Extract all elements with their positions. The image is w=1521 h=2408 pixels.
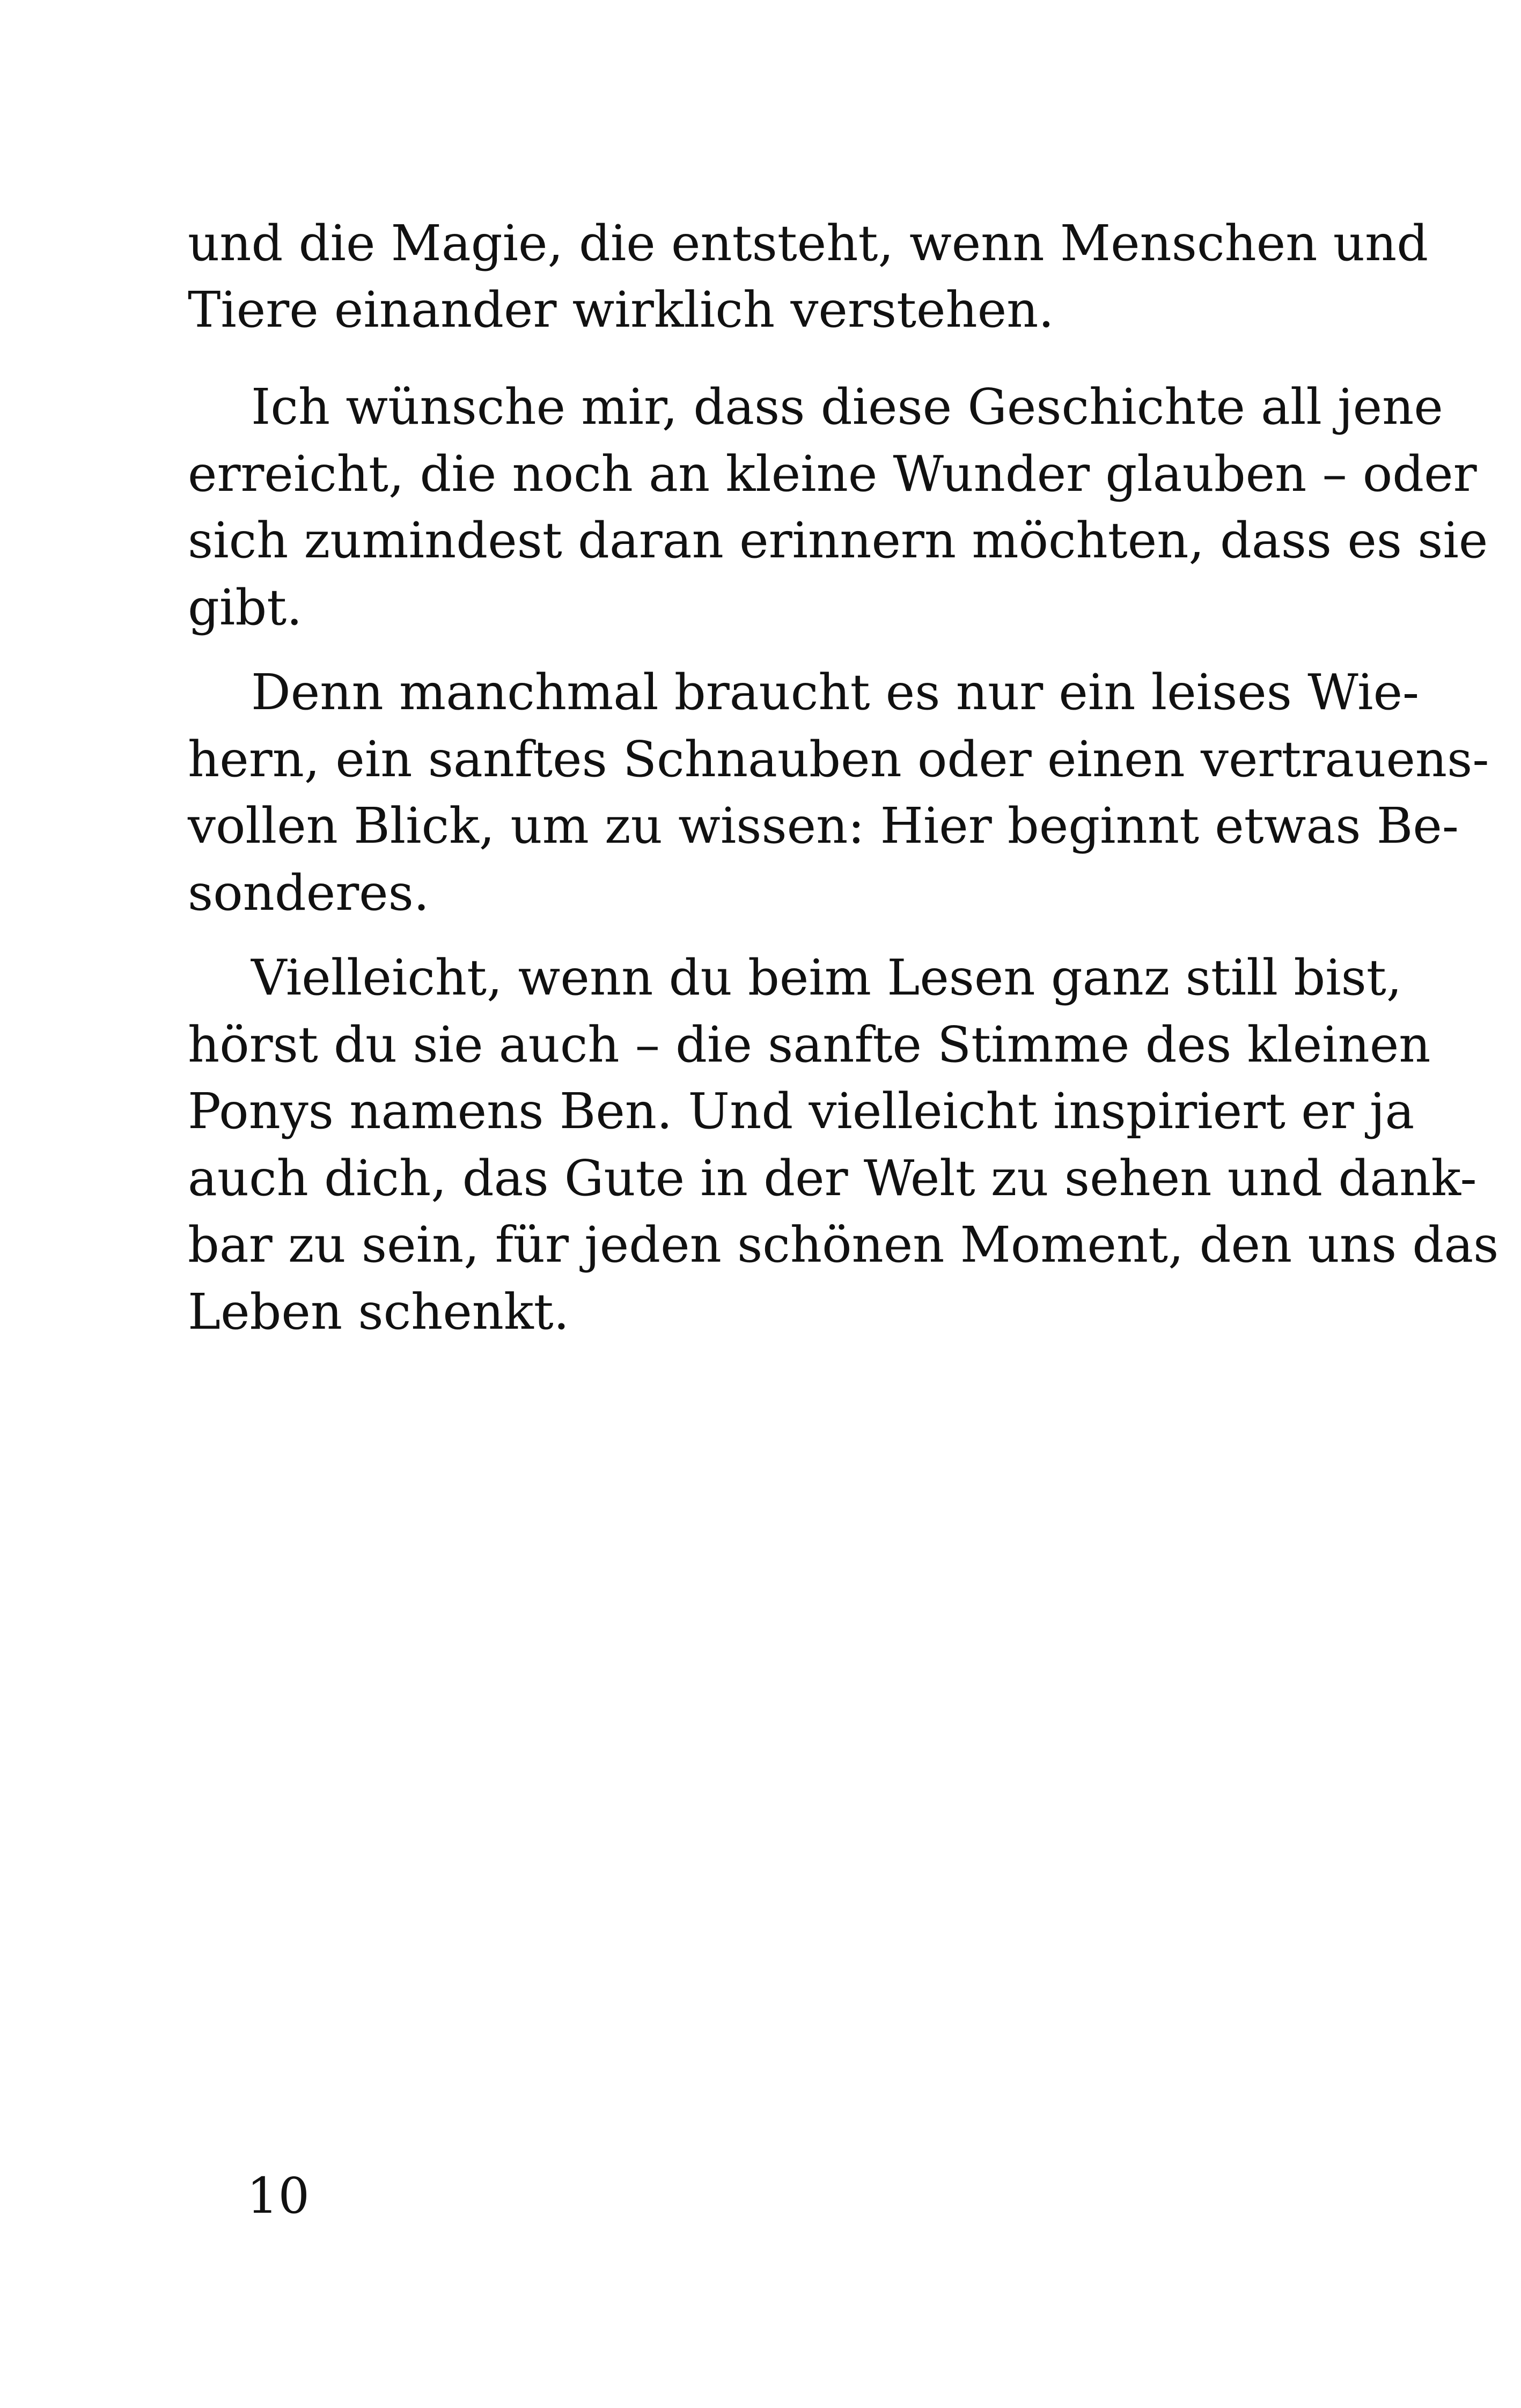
body-text-line: Tiere einander wirklich verstehen. <box>188 281 1054 338</box>
body-text-line: Denn manchmal braucht es nur ein leises Wie- <box>251 664 1420 721</box>
page-number: 10 <box>247 2167 310 2225</box>
body-text-line: auch dich, das Gute in der Welt zu sehen und dank- <box>188 1150 1477 1207</box>
body-text-line: Ponys namens Ben. Und vielleicht inspiriert er ja <box>188 1083 1415 1140</box>
body-text-line: gibt. <box>188 579 303 636</box>
body-text-line: bar zu sein, für jeden schönen Moment, den uns das <box>188 1216 1499 1273</box>
body-text-line: und die Magie, die entsteht, wenn Menschen und <box>188 215 1429 272</box>
body-text-line: Vielleicht, wenn du beim Lesen ganz still bist, <box>251 949 1402 1006</box>
body-text-line: vollen Blick, um zu wissen: Hier beginnt etwas Be- <box>188 797 1459 855</box>
body-text-line: erreicht, die noch an kleine Wunder glauben – oder <box>188 445 1477 503</box>
body-text-line: hern, ein sanftes Schnauben oder einen vertrauens- <box>188 731 1489 788</box>
body-text-line: hörst du sie auch – die sanfte Stimme des kleinen <box>188 1016 1431 1073</box>
body-text-line: Leben schenkt. <box>188 1283 570 1341</box>
body-text-line: sich zumindest daran erinnern möchten, dass es sie <box>188 512 1488 569</box>
body-text-line: sonderes. <box>188 864 430 922</box>
body-text-line: Ich wünsche mir, dass diese Geschichte all jene <box>251 378 1443 436</box>
